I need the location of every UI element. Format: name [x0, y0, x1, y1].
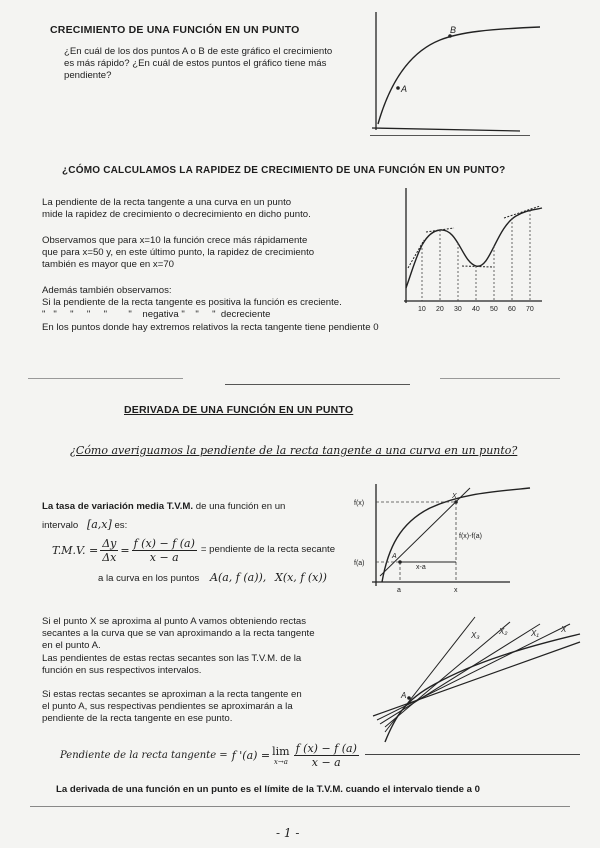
section1-question	[64, 46, 364, 83]
label-point-a: A	[392, 553, 397, 560]
approach-line: secantes a la curva que se van aproximando a la recta tangente	[42, 628, 315, 640]
tangent-right	[504, 206, 540, 218]
label-x-minus-a: x-a	[416, 564, 426, 571]
label-fa: f(a)	[354, 560, 365, 567]
secant-3	[380, 624, 540, 724]
secant-label: X₂	[499, 627, 508, 636]
secants-graph	[365, 612, 585, 762]
section2-title: ¿CÓMO CALCULAMOS LA RAPIDEZ DE CRECIMIENTO DE UNA FUNCIÓN EN UN PUNTO?	[62, 165, 506, 176]
approach-line: el punto A, sus respectivas pendientes se aproximarán a la	[42, 701, 293, 713]
secant-2	[385, 622, 510, 727]
tvm-num-right: f (x) − f (a)	[133, 537, 195, 550]
point-b-label: B	[450, 25, 457, 35]
divider	[225, 384, 410, 385]
divider	[30, 806, 570, 807]
approach-line: pendiente de la recta tangente en ese punto.	[42, 713, 233, 725]
secants-curve	[385, 634, 580, 742]
tvm-point-x-dot	[454, 500, 458, 504]
tick-label: 40	[472, 306, 480, 313]
tick-label: 30	[454, 306, 462, 313]
section2-line: Observamos que para x=10 la función crece más rápidamente	[42, 235, 308, 246]
approach-para1	[42, 616, 342, 677]
growth-graph	[370, 12, 550, 137]
tvm-intro-end: es:	[114, 520, 128, 531]
tvm-points-line	[98, 572, 327, 585]
tvm-line3: a la curva en los puntos	[98, 573, 200, 584]
divider	[440, 378, 560, 379]
tvm-frac-f	[132, 537, 197, 564]
tvm-point-x: X(x, f (x))	[274, 571, 327, 584]
tvm-point-a: A(a, f (a)),	[210, 571, 267, 584]
tvm-den-left: Δx	[102, 551, 117, 564]
section3-title: DERIVADA DE UNA FUNCIÓN EN UN PUNTO	[124, 404, 354, 416]
extremes-ticks	[418, 306, 534, 313]
tvm-num-left: Δy	[102, 537, 117, 550]
derivative-formula	[60, 742, 361, 769]
section2-line: mide la rapidez de crecimiento o decrecimiento en dicho punto.	[42, 209, 311, 221]
tvm-intro-bold: La tasa de variación media T.V.M.	[42, 501, 194, 512]
tvm-frac-delta	[100, 537, 118, 564]
section1-line: ¿En cuál de los dos puntos A o B de este gráfico el crecimiento	[64, 46, 333, 57]
section2-line: que para x=50 y, en este último punto, la rapidez de crecimiento	[42, 247, 315, 259]
section2-para3	[42, 285, 422, 334]
derivative-label: Pendiente de la recta tangente =	[60, 750, 228, 761]
approach-line: Si el punto X se aproxima al punto A vamos obteniendo rectas	[42, 616, 306, 627]
label-x: x	[454, 587, 458, 594]
section3-question: ¿Cómo averiguamos la pendiente de la recta tangente a una curva en un punto?	[70, 444, 518, 457]
derivative-fprime: f '(a) =	[231, 749, 271, 762]
secant-1	[385, 617, 475, 732]
growth-graph-x-axis	[372, 128, 520, 131]
tick-label: 60	[508, 306, 516, 313]
tick-label: 20	[436, 306, 444, 313]
tangent-min	[462, 266, 492, 267]
approach-para2	[42, 689, 342, 726]
section2-para1	[42, 197, 382, 221]
tick-label: 50	[490, 306, 498, 313]
approach-line: Si estas rectas secantes se aproximan a la recta tangente en	[42, 689, 302, 700]
tvm-intro	[42, 500, 365, 513]
label-fx-minus-fa: f(x)-f(a)	[459, 533, 482, 540]
label-a: a	[397, 587, 401, 594]
tvm-formula	[52, 537, 335, 564]
derivative-lim: lim	[272, 745, 290, 758]
extremes-curve	[406, 208, 542, 288]
page-number: - 1 -	[276, 826, 300, 840]
section2-line: Además también observamos:	[42, 285, 172, 296]
derivative-den: x − a	[311, 756, 341, 769]
tangent-line	[373, 642, 580, 716]
divider	[370, 135, 530, 136]
approach-line: en el punto A.	[42, 640, 101, 652]
section1-line: pendiente?	[64, 70, 112, 82]
tvm-den-right: x − a	[149, 551, 179, 564]
tvm-after-eq: = pendiente de la recta secante	[200, 544, 336, 556]
derivative-num: f (x) − f (a)	[295, 742, 357, 755]
tvm-intro-rest: de una función en un	[193, 501, 286, 512]
extremes-graph	[400, 188, 550, 313]
derivative-limit	[272, 745, 289, 766]
section2-line: también es mayor que en x=70	[42, 259, 174, 271]
divider	[28, 378, 183, 379]
tvm-graph	[354, 478, 570, 598]
secant-label: X₁	[531, 629, 539, 638]
tvm-equals: =	[120, 544, 130, 557]
point-a-label: A	[401, 84, 408, 94]
tvm-intro-line2: intervalo	[42, 520, 79, 531]
tick-label: 70	[526, 306, 534, 313]
approach-line: Las pendientes de estas rectas secantes son las T.V.M. de la	[42, 652, 302, 664]
secants-point-a	[407, 696, 411, 700]
section2-para2	[42, 235, 392, 272]
section2-line: En los puntos donde hay extremos relativos la recta tangente tiene pendiente 0	[42, 321, 379, 333]
derivative-lim-sub: x→a	[273, 758, 288, 766]
secant-label: X	[561, 625, 567, 634]
derivative-frac	[294, 742, 359, 769]
section2-line: Si la pendiente de la recta tangente es positiva la función es creciente.	[42, 297, 342, 309]
approach-line: función en sus respectivos intervalos.	[42, 664, 202, 676]
point-a	[396, 86, 400, 90]
tick-label: 10	[418, 306, 426, 313]
tvm-interval-line	[42, 519, 127, 532]
growth-curve	[378, 27, 540, 124]
conclusion: La derivada de una función en un punto es el límite de la T.V.M. cuando el intervalo tiende a 0	[56, 784, 480, 795]
section2-line: " " " " " " negativa " " " decreciente	[42, 309, 271, 321]
tvm-point-a-dot	[398, 560, 402, 564]
section1-line: es más rápido? ¿En cuál de estos puntos el gráfico tiene más	[64, 58, 327, 70]
tvm-lhs: T.M.V. =	[52, 544, 99, 557]
label-point-x: X	[452, 493, 457, 500]
divider	[365, 754, 580, 755]
section2-line: La pendiente de la recta tangente a una curva en un punto	[42, 197, 292, 208]
section1-title: CRECIMIENTO DE UNA FUNCIÓN EN UN PUNTO	[50, 24, 300, 36]
label-fx: f(x)	[354, 500, 365, 507]
secant-label: A	[401, 691, 407, 700]
tvm-interval: [a,x]	[86, 518, 112, 531]
secant-label: X₃	[471, 631, 480, 640]
